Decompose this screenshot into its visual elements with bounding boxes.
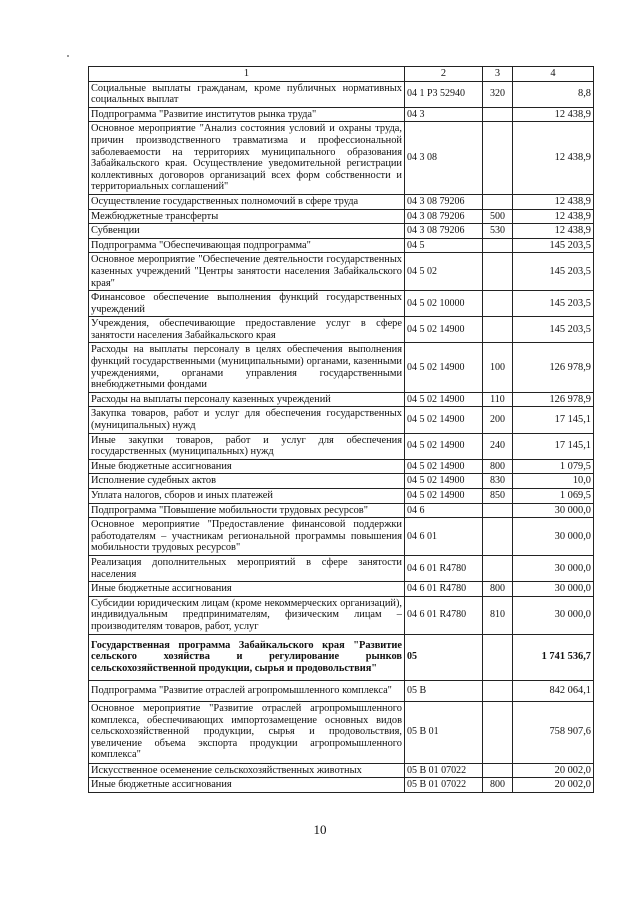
row-name-cell: Подпрограмма "Повышение мобильности трудовых ресурсов" (89, 503, 405, 518)
row-code-cell: 04 6 01 R4780 (405, 555, 483, 581)
table-row (89, 392, 594, 407)
row-name-cell: Основное мероприятие "Предоставление финансовой поддержки работодателям – участникам региональной программы повышения мобильности трудовых ресурсов" (89, 518, 405, 556)
row-code-cell: 04 6 (405, 503, 483, 518)
table-row (89, 224, 594, 239)
row-name-cell: Социальные выплаты гражданам, кроме публичных нормативных социальных выплат (89, 81, 405, 107)
row-code-cell: 04 5 02 14900 (405, 343, 483, 392)
row-code-cell: 04 1 P3 52940 (405, 81, 483, 107)
budget-table (88, 66, 594, 793)
table-row (89, 81, 594, 107)
row-sum-cell: 12 438,9 (513, 209, 594, 224)
row-name-cell: Субсидии юридическим лицам (кроме некоммерческих организаций), индивидуальным предпринимателям, физическим лицам – производителям товаров, работ, услуг (89, 596, 405, 634)
row-expense-type-cell: 110 (483, 392, 513, 407)
row-expense-type-cell: 530 (483, 224, 513, 239)
row-name-cell: Финансовое обеспечение выполнения функций государственных учреждений (89, 291, 405, 317)
column-header: 4 (513, 67, 594, 82)
row-code-cell: 04 5 02 14900 (405, 392, 483, 407)
row-code-cell: 04 5 02 14900 (405, 459, 483, 474)
table-row (89, 209, 594, 224)
table-row (89, 634, 594, 680)
row-name-cell: Уплата налогов, сборов и иных платежей (89, 489, 405, 504)
row-sum-cell: 30 000,0 (513, 582, 594, 597)
row-expense-type-cell (483, 194, 513, 209)
row-expense-type-cell (483, 555, 513, 581)
row-sum-cell: 145 203,5 (513, 317, 594, 343)
scan-speck (67, 55, 69, 57)
row-sum-cell: 12 438,9 (513, 194, 594, 209)
row-sum-cell: 17 145,1 (513, 407, 594, 433)
table-row (89, 778, 594, 793)
row-sum-cell: 12 438,9 (513, 224, 594, 239)
row-code-cell: 04 5 02 10000 (405, 291, 483, 317)
column-header: 1 (89, 67, 405, 82)
row-expense-type-cell (483, 680, 513, 701)
row-code-cell: 04 5 02 14900 (405, 489, 483, 504)
row-sum-cell: 126 978,9 (513, 392, 594, 407)
table-row (89, 122, 594, 195)
row-code-cell: 04 6 01 R4780 (405, 596, 483, 634)
row-sum-cell: 842 064,1 (513, 680, 594, 701)
row-sum-cell: 145 203,5 (513, 291, 594, 317)
row-name-cell: Реализация дополнительных мероприятий в сфере занятости населения (89, 555, 405, 581)
row-sum-cell: 12 438,9 (513, 107, 594, 122)
row-name-cell: Расходы на выплаты персоналу казенных учреждений (89, 392, 405, 407)
page-number: 10 (313, 822, 327, 837)
row-name-cell: Иные бюджетные ассигнования (89, 582, 405, 597)
row-sum-cell: 30 000,0 (513, 503, 594, 518)
row-expense-type-cell (483, 701, 513, 763)
table-row (89, 407, 594, 433)
row-code-cell: 04 5 (405, 238, 483, 253)
table-row (89, 763, 594, 778)
row-expense-type-cell: 100 (483, 343, 513, 392)
row-expense-type-cell (483, 763, 513, 778)
table-row (89, 107, 594, 122)
row-expense-type-cell (483, 317, 513, 343)
table-row (89, 317, 594, 343)
table-row (89, 503, 594, 518)
row-code-cell: 05 В 01 (405, 701, 483, 763)
row-sum-cell: 1 069,5 (513, 489, 594, 504)
row-sum-cell: 10,0 (513, 474, 594, 489)
row-code-cell: 04 3 08 (405, 122, 483, 195)
row-expense-type-cell (483, 253, 513, 291)
row-expense-type-cell (483, 503, 513, 518)
table-row (89, 194, 594, 209)
row-name-cell: Иные закупки товаров, работ и услуг для обеспечения государственных (муниципальных) нужд (89, 433, 405, 459)
table-row (89, 433, 594, 459)
row-expense-type-cell (483, 107, 513, 122)
row-sum-cell: 145 203,5 (513, 253, 594, 291)
row-sum-cell: 1 079,5 (513, 459, 594, 474)
row-code-cell: 04 3 08 79206 (405, 209, 483, 224)
row-name-cell: Основное мероприятие "Анализ состояния условий и охраны труда, причин производственного травматизма и профессиональной заболеваемости на территориях муниципального образования Забайкальского края. Осуществление уведомительной регистрации коллективных договоров организаций всех форм собственности и территориальных соглашений" (89, 122, 405, 195)
table-row (89, 701, 594, 763)
row-name-cell: Подпрограмма "Обеспечивающая подпрограмма" (89, 238, 405, 253)
row-code-cell: 05 В 01 07022 (405, 763, 483, 778)
row-expense-type-cell: 500 (483, 209, 513, 224)
row-name-cell: Искусственное осеменение сельскохозяйственных животных (89, 763, 405, 778)
row-name-cell: Подпрограмма "Развитие институтов рынка труда" (89, 107, 405, 122)
table-row (89, 680, 594, 701)
table-row (89, 238, 594, 253)
row-name-cell: Учреждения, обеспечивающие предоставление услуг в сфере занятости населения Забайкальского края (89, 317, 405, 343)
row-name-cell: Расходы на выплаты персоналу в целях обеспечения выполнения функций государственными (муниципальными) органами, казенными учреждениями, органами управления государственными внебюджетными фондами (89, 343, 405, 392)
table-row (89, 343, 594, 392)
row-sum-cell: 12 438,9 (513, 122, 594, 195)
row-expense-type-cell: 800 (483, 582, 513, 597)
row-code-cell: 04 5 02 (405, 253, 483, 291)
row-sum-cell: 20 002,0 (513, 763, 594, 778)
row-sum-cell: 126 978,9 (513, 343, 594, 392)
row-sum-cell: 758 907,6 (513, 701, 594, 763)
table-row (89, 459, 594, 474)
row-name-cell: Иные бюджетные ассигнования (89, 459, 405, 474)
row-sum-cell: 20 002,0 (513, 778, 594, 793)
row-name-cell: Межбюджетные трансферты (89, 209, 405, 224)
row-name-cell: Субвенции (89, 224, 405, 239)
row-code-cell: 04 3 08 79206 (405, 224, 483, 239)
table-header-row (89, 67, 594, 82)
table-row (89, 596, 594, 634)
row-code-cell: 05 (405, 634, 483, 680)
row-expense-type-cell (483, 238, 513, 253)
row-expense-type-cell: 240 (483, 433, 513, 459)
row-code-cell: 04 3 (405, 107, 483, 122)
row-code-cell: 04 6 01 R4780 (405, 582, 483, 597)
row-code-cell: 04 5 02 14900 (405, 317, 483, 343)
row-expense-type-cell: 830 (483, 474, 513, 489)
row-sum-cell: 30 000,0 (513, 518, 594, 556)
row-code-cell: 05 В 01 07022 (405, 778, 483, 793)
row-expense-type-cell (483, 634, 513, 680)
row-code-cell: 04 5 02 14900 (405, 433, 483, 459)
row-expense-type-cell: 800 (483, 459, 513, 474)
row-expense-type-cell: 850 (483, 489, 513, 504)
row-expense-type-cell: 200 (483, 407, 513, 433)
row-sum-cell: 1 741 536,7 (513, 634, 594, 680)
row-name-cell: Подпрограмма "Развитие отраслей агропромышленного комплекса" (89, 680, 405, 701)
row-sum-cell: 17 145,1 (513, 433, 594, 459)
row-code-cell: 04 6 01 (405, 518, 483, 556)
row-name-cell: Закупка товаров, работ и услуг для обеспечения государственных (муниципальных) нужд (89, 407, 405, 433)
column-header: 3 (483, 67, 513, 82)
row-sum-cell: 30 000,0 (513, 596, 594, 634)
table-row (89, 582, 594, 597)
table-row (89, 518, 594, 556)
row-expense-type-cell: 800 (483, 778, 513, 793)
row-expense-type-cell: 810 (483, 596, 513, 634)
row-sum-cell: 30 000,0 (513, 555, 594, 581)
row-sum-cell: 145 203,5 (513, 238, 594, 253)
row-expense-type-cell (483, 122, 513, 195)
table-row (89, 474, 594, 489)
row-code-cell: 04 3 08 79206 (405, 194, 483, 209)
row-name-cell: Государственная программа Забайкальского края "Развитие сельского хозяйства и регулирование рынков сельскохозяйственной продукции, сырья и продовольствия" (89, 634, 405, 680)
row-code-cell: 04 5 02 14900 (405, 407, 483, 433)
row-sum-cell: 8,8 (513, 81, 594, 107)
row-expense-type-cell: 320 (483, 81, 513, 107)
document-page (88, 66, 593, 793)
row-name-cell: Иные бюджетные ассигнования (89, 778, 405, 793)
row-code-cell: 04 5 02 14900 (405, 474, 483, 489)
row-name-cell: Осуществление государственных полномочий в сфере труда (89, 194, 405, 209)
table-row (89, 489, 594, 504)
table-row (89, 555, 594, 581)
row-code-cell: 05 В (405, 680, 483, 701)
table-row (89, 291, 594, 317)
row-name-cell: Основное мероприятие "Обеспечение деятельности государственных казенных учреждений "Центры занятости населения Забайкальского края" (89, 253, 405, 291)
row-expense-type-cell (483, 291, 513, 317)
table-row (89, 253, 594, 291)
row-name-cell: Исполнение судебных актов (89, 474, 405, 489)
row-expense-type-cell (483, 518, 513, 556)
column-header: 2 (405, 67, 483, 82)
row-name-cell: Основное мероприятие "Развитие отраслей агропромышленного комплекса, обеспечивающих импортозамещение основных видов сельскохозяйственной продукции, сырья и продовольствия, увеличение объема экспорта продукции агропромышленного комплекса" (89, 701, 405, 763)
